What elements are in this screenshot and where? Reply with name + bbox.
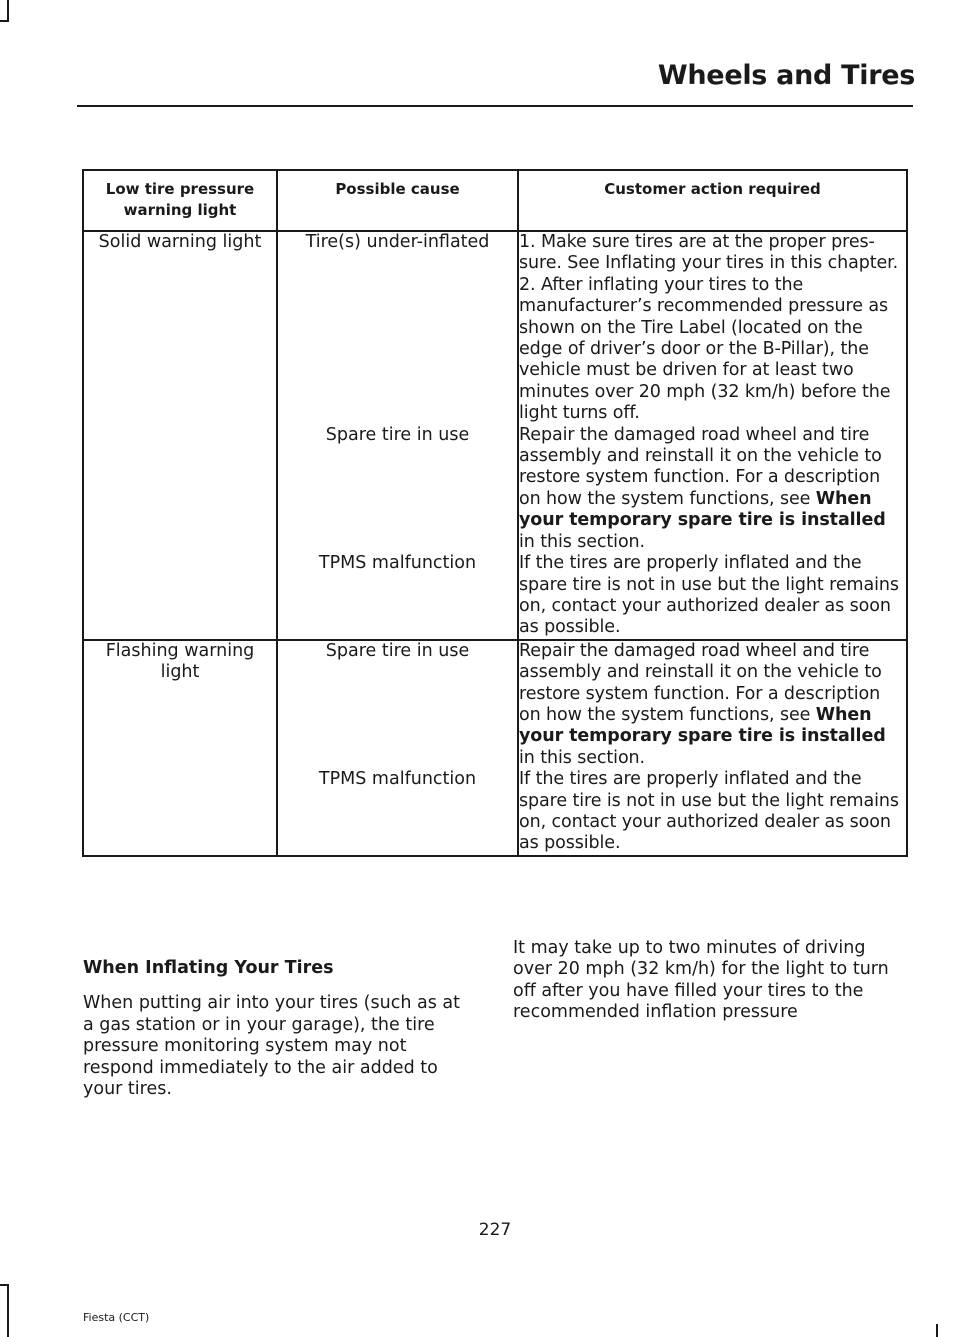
- page-title: Wheels and Tires: [657, 60, 915, 91]
- crop-mark-bottom-left-v: [7, 1284, 9, 1337]
- column-header-action: Customer action required: [518, 170, 907, 231]
- action-text: Repair the damaged road wheel and tire assembly and reinstall it on the vehicle to restore system function. For a description on how the system functions, see: [519, 640, 882, 725]
- section-paragraph-continued: It may take up to two minutes of driving over 20 mph (32 km/h) for the light to turn off after you have filled your tires to the recommended inflation pressure: [513, 938, 889, 1023]
- section-paragraph: When putting air into your tires (such as at a gas station or in your garage), the tire pressure monitoring system may not respond immediately to the air added to your tires.: [83, 993, 460, 1100]
- column-header-light: Low tire pressure warning light: [83, 170, 277, 231]
- action-cell: If the tires are properly inflated and the spare tire is not in use but the light remains on, contact your authorized dealer as soon as possible.: [518, 769, 907, 856]
- table-row: [83, 640, 907, 769]
- crop-mark-bottom-right-v: [936, 1324, 938, 1337]
- action-reference: When your temporary spare tire is installed: [519, 488, 886, 531]
- cause-cell: Tire(s) under-inflated: [277, 231, 518, 425]
- action-text-end: in this section.: [519, 747, 646, 768]
- column-header-cause: Possible cause: [277, 170, 518, 231]
- table-row: [83, 231, 907, 425]
- action-text-end: in this section.: [519, 531, 646, 552]
- action-cell: [518, 425, 907, 553]
- cause-cell: Spare tire in use: [277, 640, 518, 769]
- light-state-cell: Solid warning light: [83, 231, 277, 640]
- title-rule: [77, 105, 913, 107]
- crop-mark-bottom-left-h: [0, 1284, 9, 1286]
- section-heading: When Inflating Your Tires: [83, 958, 334, 978]
- action-cell: [518, 640, 907, 769]
- tpms-warning-table: [82, 169, 908, 857]
- cause-cell: TPMS malfunction: [277, 769, 518, 856]
- action-text: Repair the damaged road wheel and tire assembly and reinstall it on the vehicle to restore system function. For a description on how the system functions, see: [519, 424, 882, 509]
- page-number: 227: [478, 1220, 512, 1240]
- action-cell: If the tires are properly inflated and the spare tire is not in use but the light remains on, contact your authorized dealer as soon as possible.: [518, 553, 907, 640]
- table-header-row: [83, 170, 907, 231]
- cause-cell: Spare tire in use: [277, 425, 518, 553]
- crop-mark-top-left-v: [7, 0, 9, 22]
- left-column: [83, 938, 475, 1100]
- right-column: [513, 938, 905, 1024]
- light-state-cell: Flashing warning light: [83, 640, 277, 856]
- action-cell: 1. Make sure tires are at the proper pres-sure. See Inflating your tires in this chapter. 2. After inflating your tires to the manufacturer’s recommended pressure as shown on the Tire Label (located on the edge of driver’s door or the B-Pillar), the vehicle must be driven for at least two minutes over 20 mph (32 km/h) before the light turns off.: [518, 231, 907, 425]
- action-reference: When your temporary spare tire is installed: [519, 704, 886, 747]
- cause-cell: TPMS malfunction: [277, 553, 518, 640]
- crop-mark-top-left-h: [0, 20, 9, 22]
- footer-model: Fiesta (CCT): [83, 1311, 150, 1324]
